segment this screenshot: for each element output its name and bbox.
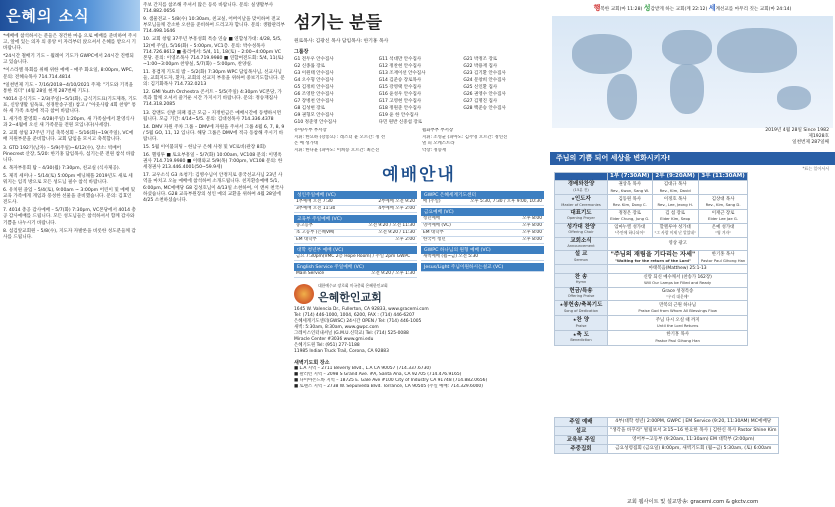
group-leader-item: G26 권영수 안수집사: [463, 92, 506, 98]
service-cell-subtext: Rev. Kim, Dong C.: [612, 202, 647, 208]
worship-row: [294, 230, 417, 237]
group-leader-item: G16 윤성우 안수집사: [378, 92, 422, 98]
worship-row: [421, 223, 544, 230]
news-paragraph: *24시간 철배기 기도 – 월례이 기도가 GWPC에서 24시간 진행되고 있습니다.: [3, 54, 134, 66]
service-row-label-text: 성가대 찬양: [566, 223, 596, 230]
star-icon: ★: [572, 317, 577, 323]
since-text: Since 1982: [803, 128, 829, 133]
choir-info-item: 월화부부 부서장: [422, 128, 454, 134]
service-cell-text: Grace 성경특송: [661, 288, 694, 294]
star-icon: ★: [572, 331, 577, 337]
group-leader-item: G14 김준승 장로목사: [378, 78, 422, 84]
worship-cell: 2부예배 오전 9:20: [378, 199, 415, 205]
branch-list: [294, 359, 544, 390]
website-line: 교회 웹사이트 및 설교방송: gracemi.com & gkctv.com: [626, 499, 759, 505]
group-leader-item: G17 고영현 안수집사: [378, 99, 422, 105]
theme-note: *표는 일어서서: [802, 166, 829, 171]
service-cell-text: 임마누엘 성가대: [614, 224, 646, 230]
service-row: [555, 316, 748, 331]
world-map-image: [552, 16, 833, 128]
theme-banner: 주님의 기쁨 되어 세상을 변화시키자!: [550, 152, 835, 165]
group-leader-item: G4 오수형 안수집사: [294, 78, 334, 84]
slogan-text-1: 복한 교회(마 11:28): [600, 7, 643, 12]
other-services-table: [554, 417, 779, 454]
worship-row: [294, 254, 417, 261]
contact-line: 11985 Indian Truck Trail, Corona, CA 92883: [294, 349, 389, 355]
service-cell: [608, 195, 653, 210]
notice-paragraph: 15. 5월 이이불피팅 – 한남구 은혜 사정 및 VC로비(관장 8회): [143, 144, 266, 150]
branch-item: ■ 토랜스 지역 – 2738 W. Sepulveda Blvd. Torrance, CA 90505 (주일 예배: 714.329.6000): [294, 384, 483, 390]
group-leader-item: G10 정준영 안수집사: [294, 120, 337, 126]
worship-title: 예배안내: [382, 165, 456, 186]
church-logo-icon: [294, 284, 314, 304]
notice-paragraph: 11. 흥겹게 기도의 밤 – 5/2(화) 7:30pm WPC 담임목사님, 선교사님들, 교회지도자, 환자, 교회의 선교지 부흥을 위하여 중보기도합니다. 문의: 김기화목사 714.732.0213: [143, 69, 285, 88]
choir-info-item: 유아/누부 부서장: [294, 128, 327, 134]
group-leader-item: [463, 119, 544, 126]
other-service-label: 교육부 주일: [555, 436, 608, 445]
branch-item: ■ 팔러턴 지역 – 2098 S Grand Ave. #A, Santa Ana, CA 92705 (714.476.9165): [294, 372, 462, 378]
group-leader-item: G18 정원준 안수집사: [378, 106, 422, 112]
notice-paragraph: 13. 감맨도 신발 피패 접근 모금 – 지정헌금은 예배시간에 동행하시면 됩니다. 모금 기간: 4/14~5/5. 문의: 김대성목사 714.336.4378: [143, 110, 282, 122]
contact-line: 1645 W. Valencia Dr., Fullerton, CA 92833, www.gracemi.com: [294, 307, 429, 313]
service-cell-text: 김대규 목사: [663, 182, 687, 188]
service-cell-subtext: Elder Chung, Jung G.: [610, 216, 650, 222]
news-paragraph: 8. 섬김앞교회원 – 5/8(수), 지도자 자발론을 비롯한 성도분들께 감사를 드립니다.: [3, 228, 136, 240]
group-leader-item: G5 김정희 안수집사: [294, 85, 334, 91]
worship-cell: 1부예배 오전 7:30: [296, 199, 333, 205]
worship-cell: 3부예배 오전 11:30: [296, 206, 336, 212]
service-cell: [608, 210, 653, 224]
worship-table-header: GWPC 은혜세계기도센터: [421, 191, 544, 199]
preacher-cell: [698, 251, 747, 265]
worship-row: [421, 199, 544, 206]
service-row: [555, 273, 748, 287]
news-column: [0, 0, 140, 507]
service-cell-subtext: Rev., Kim, David: [659, 187, 691, 193]
date-box: [765, 128, 829, 146]
slogan-mark-3: 세: [708, 4, 716, 12]
service-cell-text: 마태복음(Matthew) 25:1-13: [648, 266, 707, 272]
other-service-text: 영어부~고등부 (9:20am, 11:30am) EM 대학부 (2:00pm): [608, 436, 779, 445]
worship-cell: 오전 9:20 / 11:30: [378, 230, 415, 236]
service-row-label: [555, 237, 608, 251]
other-service-label: 주중집회: [555, 445, 608, 454]
service-cell-subtext: Praise God from Whom All Blessings Flow: [638, 308, 717, 314]
service-cell: [652, 223, 698, 237]
service-row-label-text: 봉헌송/축복기도: [563, 302, 603, 309]
service-cell: [608, 287, 748, 301]
group-leader-item: G15 강영택 안수집사: [378, 85, 422, 91]
notice-paragraph: 주보 간지를 참조해 주셔서 많은 등록 바랍니다. 문의: 실생활부사 714.882.0656: [143, 3, 274, 15]
service-row-label: [555, 181, 608, 195]
service-cell-text: 김 섭 장로: [665, 211, 686, 217]
worship-cell: 한국어 청년: [423, 237, 446, 243]
group-leader-item: G13 조재이선 안수집사: [378, 71, 426, 77]
service-row-label-sub: Offering Choir: [568, 230, 594, 235]
service-cell-subtext: Elder Kim, Seop: [660, 216, 691, 222]
group-leader-item: G7 장병천 안수집사: [294, 99, 334, 105]
service-cell: [608, 330, 748, 345]
service-cell-text: 김동원 목사: [618, 196, 642, 202]
group-leader-item: G21 박정조 장로: [463, 57, 498, 63]
service-cell: [652, 210, 698, 224]
worship-cell: 청년예배: [423, 216, 440, 222]
news-paragraph: *일천번제 기도 – 7/16/2018~4/10/2021 주제: "기도와 기적을 통한 리더" (4월 28일 현재 287번째 기도).: [3, 82, 134, 94]
contact-line: 은혜기도원 Tel: (951) 277-1188: [294, 343, 360, 349]
service-cell-subtext: Elder Lee Jae G.: [708, 216, 739, 222]
service-row-label-sub: (15분 전): [573, 187, 589, 192]
worship-section-header: 교육부 주일예배 (VC): [294, 215, 417, 223]
notice-paragraph: 16. 헬링투 ■ 토요부흥일 – 5/7(화) 10:00am, VC108 문의: 이명옥권사 714.719.9980 ■ 이태와교 5/9(목) 7:00pm, VC108 문의: 한세경권사 213.446.4001(50~59.9세): [143, 153, 283, 171]
service-cell: [608, 237, 748, 251]
service-cell: [608, 301, 748, 316]
choir-info-item: 온 예 성가대: [294, 141, 318, 147]
notice-paragraph: 12. GMI Youth Orchestra 콘서트 – 5/5(주일) 4:30pm VC본당, 가족과 함께 오셔서 즐거운 시간 가지시기 바랍니다. 문의: 정승재집사 714.318.2085: [143, 90, 282, 108]
slogan: [552, 3, 833, 13]
worship-row: [421, 271, 544, 272]
worship-row: [421, 216, 544, 223]
service-cell-subtext: Rev., Lee, Jeong H.: [657, 202, 693, 208]
news-paragraph: *4014 공식기도 – 2/3(주일)~5/1(화), 금식기도표(기도제목, 기도표, 신앙생활 일독표, 성경완송구절) 참고 / "아웃사람 4회 찬양" 통하 새 가족 초청에 적극 참여 바랍니다.: [3, 96, 137, 115]
service-row: [555, 181, 748, 195]
service-cell: [698, 181, 747, 195]
service-cell: [608, 316, 748, 331]
group-leader-item: G6 조영탄 안수집사: [294, 92, 334, 98]
worship-row: [294, 223, 417, 230]
service-cell-text: 신랑 되신 예수께서 (찬송가 162장): [643, 274, 712, 280]
worship-row: [421, 230, 544, 237]
worship-cell: EM 대학부: [423, 230, 444, 236]
service-cell: [608, 273, 748, 287]
worship-cell: 오전 9:20 / 오후 1:30: [371, 271, 415, 277]
worship-cell: 오후 8:00: [522, 216, 542, 222]
service-cell-text: 이재근 장로: [711, 211, 735, 217]
worship-section-header: GWPC 하나님의 원형 예배 (VC): [421, 246, 544, 254]
branch-item: ■ L.A 지역 – 2711 Beverly Blvd., L.A CA 90057 (714.337.6730): [294, 366, 431, 372]
service-row-label-sub: Benediction: [570, 338, 592, 343]
worship-cell: 오전 9:20 / 오전 11:30: [368, 223, 415, 229]
other-service-row: [555, 427, 779, 436]
service-row-label-sub: Offering Praise: [567, 293, 595, 298]
order-of-service-table: [554, 172, 748, 346]
other-service-text: "생각을 바꾸라" 빌립보서 3:15~16 한요한 목사 | 김한신 목사 Pastor Shine Kim: [608, 427, 779, 436]
service-cell-subtext: "우리 대운에": [666, 293, 690, 299]
service-row-label-sub: Opening Prayer: [567, 216, 595, 221]
staff-line: 원로목사: 김광신 목사 담임목사: 한기홍 목사: [294, 39, 389, 44]
groups-grid: [294, 56, 544, 126]
worship-row: [421, 254, 544, 261]
slogan-mark-1: 행: [593, 4, 601, 12]
service-cell-text: 온예 성가대: [711, 224, 735, 230]
choir-info-item: 지휘: 한요하 (강봉요) : 레스더 윤 오르간: 정 선: [294, 134, 386, 140]
service-row-label-sub: Hymn: [575, 280, 587, 285]
service-cell-text: "주님의 재림을 기다리는 자세": [610, 251, 696, 259]
service-cell: [608, 223, 653, 237]
service-cell: [698, 210, 747, 224]
notice-paragraph: 10. 교회 창립 37주년 부흥성회 특송 연습 ■ 연합성가대: 4/28, 5/5, 12(매 주일), 5/16(화) – 5:00pm, VC1층. 문의: 박수성목사 714.726.8612 ■ 훌리에서: 5/4, 11, 18(토) – 2:00~4:00pm VC본당. 문의: 이영조목사 714.719.9980 ■ 연합여전도회: 5/4, 11(토) ~1:00~3:00pm 찬양실, 5/7(화) – 5:00pm, 찬양실.: [143, 37, 284, 67]
service-row-label: [555, 330, 608, 345]
group-leader-item: G11 석대만 안수집사: [378, 57, 422, 63]
star-icon: ★: [559, 302, 564, 308]
star-icon: ★: [571, 196, 575, 202]
service-cell-text: 주님 다시 오실 때 까지: [655, 317, 700, 323]
service-row-label-text: 인도자: [574, 196, 591, 203]
worship-row: [294, 199, 417, 206]
service-row-label-text: 설 교: [574, 251, 588, 258]
group-leader-item: G9 권형모 안수집사: [294, 113, 334, 119]
service-cell-text: 만복의 근원 하나님: [659, 302, 697, 308]
group-leader-item: G24 문창희 안수집사: [463, 78, 506, 84]
service-row-label: [555, 273, 608, 287]
worship-row: [294, 206, 417, 213]
service-row-label-text: 경배와찬양: [567, 181, 595, 188]
service-header: 2부 (9:20AM): [652, 173, 698, 181]
choir-grid: [294, 128, 544, 154]
other-service-text: 금요성령집회 (금요일) 8:00pm, 새벽기도회 (월~금) 5:30am, (토) 6:00am: [608, 445, 779, 454]
notice-paragraph: 14. DMV 자원 주차 그룹 – DMV에 자원을 주셔서 그룹 4월 6, 7, 8, 9 / 5월 GO, 11, 12 입니다. 해당 그룹은 DMV에 적극 동참해 주시기 바랍니다.: [143, 124, 285, 142]
news-paragraph: 5. 제직 세미나 – 5/14(토) 5:00pm 예닝채플 2019년도 새로 세워지는 임직 방으로 모든 성도님 필수 참석 바랍니다.: [3, 173, 133, 185]
slogan-text-3: 계선교를 마무리 짓는 교회(마 24:14): [715, 7, 792, 12]
group-leader-item: G3 이원태 안수집사: [294, 71, 334, 77]
worship-cell: 중고등부: [296, 223, 313, 229]
worship-table-left: [294, 189, 417, 278]
service-row-label: [555, 223, 608, 237]
service-row-label: [555, 265, 608, 273]
worship-row: [294, 237, 417, 244]
contact-line: Miracle Center #3036 www.gmi.edu: [294, 337, 374, 343]
worship-tables: [294, 189, 544, 278]
service-row: [555, 237, 748, 251]
service-header: 1부 (7:30AM): [608, 173, 653, 181]
service-row-label: [555, 210, 608, 224]
service-row-label: [555, 287, 608, 301]
notices-body: [140, 3, 288, 204]
choir-info-item: 악장: 정승재: [422, 147, 447, 153]
service-row: [555, 330, 748, 345]
choir-info-item: 지휘: 조영균 (피아노: 김주영 오르간: 정연진: [422, 134, 508, 140]
service-cell-text: 김상대 목사: [711, 196, 735, 202]
group-leader-item: G28 백준승 안수집사: [463, 106, 506, 112]
worship-section-header: 금요예배 (VC): [421, 208, 544, 216]
worship-cell: EM 대학부: [296, 237, 317, 243]
news-paragraph: 4. 목자부흥회 탐 – 4/30(월) 7:30pm, 친교실 (식사제공).: [3, 165, 121, 171]
news-paragraph: 7. 4014 총공 감사예배 – 5/7(화) 7:30pm, VC본당에서 4014 총공 감사예배를 드립니다. 모든 성도님들은 참석하셔서 함께 감사와 기쁨을 나누시기 바랍니다.: [3, 208, 136, 226]
service-row-label-sub: Song of Dedication: [563, 308, 599, 313]
serve-title: 섬기는 분들: [294, 13, 383, 33]
church-name: 은혜한인교회: [318, 291, 382, 305]
prayer-count: 일천번제 287일째: [792, 140, 829, 146]
group-leader-item: G8 김성현 장로: [294, 106, 325, 112]
group-leader-item: G22 박용재 집사: [463, 64, 498, 70]
slogan-text-2: 감받게 하는 교회(계 22:12): [650, 7, 708, 12]
service-cell-subtext: "그 사랑 이제 난 알았네": [654, 230, 696, 236]
worship-table-right: [421, 189, 544, 278]
service-header-empty: [555, 173, 608, 181]
group-leader-item: G19 윤 한 안수집사: [378, 113, 419, 119]
service-row-label-text: 축 도: [576, 331, 590, 338]
news-body: [0, 34, 140, 241]
service-cell: [698, 223, 747, 237]
service-row-label-text: 찬 송: [574, 273, 588, 280]
service-cell-text: 할렐루야 성가대: [659, 224, 691, 230]
worship-row: [294, 271, 417, 278]
service-cell: [608, 251, 699, 265]
service-row-label: [555, 251, 608, 265]
worship-cell: 영어예배 (VC): [423, 223, 451, 229]
service-cell-text: 권상욱 목사: [618, 182, 642, 188]
branch-item: ■ 다이아몬드바 지역 – 18725 E. Gale Ave #100 City of Industry CA 91748 (714.882.0656): [294, 378, 488, 384]
worship-section-header: Jesus/Light 주님이원하시는설교 (VC): [421, 263, 544, 271]
contact-line: 그레이스인터내셔널 (G.M.U.신학교) Tel: (714) 525-0088: [294, 331, 409, 337]
service-row-label-text: 대표기도: [570, 210, 592, 217]
service-cell-subtext: "주안에 하나되어": [614, 230, 645, 236]
group-leader-item: 다민 원반 신중섭 장로: [378, 120, 423, 126]
group-leader-item: G1 전두우 안수집사: [294, 57, 334, 63]
other-service-row: [555, 445, 779, 454]
group-leader-item: G25 신인환 집사: [463, 85, 498, 91]
service-row: [555, 195, 748, 210]
service-cell-subtext: Rev., Kim, Sang D.: [705, 202, 741, 208]
news-paragraph: 2. 교회 창립 37주년 기념 축복성회 – 5/16(화)~19(주일), VC예배 지원부분을 준비합니다. 교회 담임을 모시고 축복합니다.: [3, 131, 134, 143]
news-paragraph: *이스라엘 목회를 위해 위한 예배 – 매주 화요일, 8:00pm, WPC, 문의: 전혜숙목사 714.714.4814: [3, 68, 134, 80]
notice-paragraph: 9. 샘물전교 – 5/8(수) 10:30am, 친교실, 어버이날을 맞이하여 전교 부모님들께 간소한 오찬을 준비하여 드리고자 합니다. 문의: 생활관리부 714.498.1646: [143, 17, 285, 35]
service-row-label: [555, 301, 608, 316]
news-banner: [0, 0, 140, 31]
group-leader-item: G23 김기환 안수집사: [463, 71, 506, 77]
serve-column: [288, 0, 550, 507]
service-cell-subtext: "영 겨자": [715, 230, 731, 236]
worship-cell: 오후 8:00: [522, 230, 542, 236]
service-cell: [608, 181, 653, 195]
other-service-text: 4부(대학 청년) 2:00PM, GWPC | EM Service (9:20, 11:30AM) MC예배당: [608, 418, 779, 427]
news-paragraph: 6. 유치원 졸업 – 5/4(토), 9:00am ~ 3:00pm 어린이 및 예배 및 교육 가족에게 게임과 풍성한 선물을 준비했습니다. 문의: 김효인 전도사.: [3, 188, 136, 206]
service-row-label-sub: Master of Ceremonies: [561, 202, 601, 207]
other-service-row: [555, 436, 779, 445]
service-cell-subtext: Will Our Lamps be Filled and Ready: [644, 280, 712, 286]
service-cell-subtext: Until the Lord Returns: [656, 323, 699, 329]
service-cell-text: 한기홍 목사: [666, 332, 689, 338]
service-cell-subtext: "Waiting for the return of the Lord": [614, 257, 691, 263]
other-service-label: 설교: [555, 427, 608, 436]
group-leader-item: G12 정찬현 안수집사: [378, 64, 422, 70]
choir-info-item: 열 피 오케스트라: [422, 141, 455, 147]
service-row-label-text: 찬 양: [576, 317, 590, 324]
contact-line: Tel: (714) 446-1000, 1004, 6200, FAX : (714) 446-6207: [294, 313, 415, 319]
worship-cell: 금요 7:30pm(VMC 2층 Hope Room) / 주일 2pm GWPC: [296, 254, 411, 260]
news-title: 은혜의 소식: [6, 7, 90, 25]
service-cell-text: 정정온 장로: [618, 211, 642, 217]
service-row-label-sub: Praise: [575, 323, 587, 328]
bulletin-number: 제1928호: [808, 134, 829, 140]
contact-line: 은혜세계기도센터(GWSC) 24시간 OPEN / Tel: (714) 446-1005: [294, 319, 422, 325]
service-cell: [652, 181, 698, 195]
service-cell-subtext: Rev., Kwon, Sang W.: [610, 187, 649, 193]
worship-cell: Main Service: [296, 271, 325, 277]
church-logo-row: [294, 283, 544, 305]
worship-section-header: English Service 주일예배 (VC): [294, 263, 417, 271]
bulletin-date: 2019년 4월 28일: [765, 128, 802, 133]
other-service-label: 주일 예배: [555, 418, 608, 427]
news-paragraph: 3. GTD 192기(남자) – 5/9(주일)~6/12(수), 장소: 빅베어 Pinecrest 산장, 5/20: 한기홍 담임목사, 섬기는분 전원 참석 바랍니다.: [3, 145, 135, 163]
service-row: [555, 210, 748, 224]
preacher-cell-subtext: Pastor Paul Gihong Han: [700, 257, 746, 263]
preacher-cell-text: 한기홍 목사: [711, 252, 735, 258]
worship-cell: 오후 2:00: [395, 237, 415, 243]
service-row-label: [555, 316, 608, 331]
worship-cell: 오후 8:00: [522, 237, 542, 243]
branch-title: 새벽기도회 장소: [294, 360, 330, 367]
notice-paragraph: 17. 교우소식 G3 초청기: 김병수님이 안정지로 중국선교사님 23년 사역을 마치고 오늘 예배에 참석하여 소개드립니다. 친지환송예배 5/1, 6:00pm, MC예배당 G8 김성호님이 4/13일 소천하여, 이 앤씨 천국사하셨습니다. G28 교육부원장의 성인 예의 교환을 위하여 4월 28일에 4/25 소천하셨습니다.: [143, 173, 284, 203]
service-row: [555, 287, 748, 301]
bulletin-column: [550, 0, 835, 507]
group-leader-item: G27 김명진 집사: [463, 99, 498, 105]
church-subtitle: 대한예수교 장로회 미국총회 은혜한인교회: [318, 283, 388, 289]
worship-cell: 오후 5:30, 7:30 / 오후 9:00, 10:30: [470, 199, 542, 205]
service-row: [555, 251, 748, 265]
service-header: 3부 (11:30AM): [698, 173, 747, 181]
service-row-label: [555, 195, 608, 210]
worship-section-header: 대학 청년부 예배 (VC): [294, 246, 417, 254]
service-cell-text: 이정호 목사: [663, 196, 687, 202]
service-cell: [698, 195, 747, 210]
service-row-label-text: 헌금/특송: [569, 287, 593, 294]
choir-info-item: 지휘: 한다윤 (피아노: 이희승 오르간: 최은진: [294, 147, 380, 153]
service-row: [555, 265, 748, 273]
group-leader-item: [463, 112, 544, 119]
notices-column: [140, 0, 288, 507]
worship-cell: 매 (주일): [423, 199, 441, 205]
service-row: [555, 223, 748, 237]
slogan-mark-2: 성: [643, 4, 651, 12]
worship-cell: 4부예배 오후 2:00: [378, 206, 415, 212]
contact-box: [294, 307, 544, 355]
news-paragraph: 1. 새가족 환영회 – 4/28(주일) 1:20pm, 새 가족실에서 환영식사과 2~4월에 오신 새 가족분들 전원 모입니다(사세장).: [3, 117, 135, 129]
service-row-label-sub: Sermon: [574, 257, 588, 262]
other-service-row: [555, 418, 779, 427]
service-cell: [652, 195, 698, 210]
service-cell: [608, 265, 748, 273]
groups-title: 그룹장: [294, 49, 309, 56]
service-cell-text: 영상 광고: [668, 241, 687, 247]
service-row: [555, 301, 748, 316]
contact-line: 새벽: 5:30am, 8:30am, www.gwpc.com: [294, 325, 379, 331]
group-leader-item: G2 신종률 장로: [294, 64, 325, 70]
service-row-label-text: 교회소식: [570, 237, 592, 244]
worship-cell: 오후 8:00: [522, 223, 542, 229]
news-paragraph: *예배에 참석하시는 분들은 경건한 마음 으로 예배를 준비하여 주시고, 앞에 있는 의자 의 중앙 이 자리부터 앉으셔서 은혜를 받으시 기 바랍니다.: [3, 34, 137, 52]
worship-cell: 새벽예배 (월~금) 오전 5:30: [423, 254, 479, 260]
worship-row: [421, 237, 544, 244]
worship-cell: 초 고등부 (은혜VM): [296, 230, 335, 236]
service-row-label-sub: Announcement: [567, 244, 595, 249]
worship-table-header: 성인주일예배 (VC): [294, 191, 417, 199]
service-cell-subtext: Pastor Paul Gihong Han: [655, 337, 700, 343]
